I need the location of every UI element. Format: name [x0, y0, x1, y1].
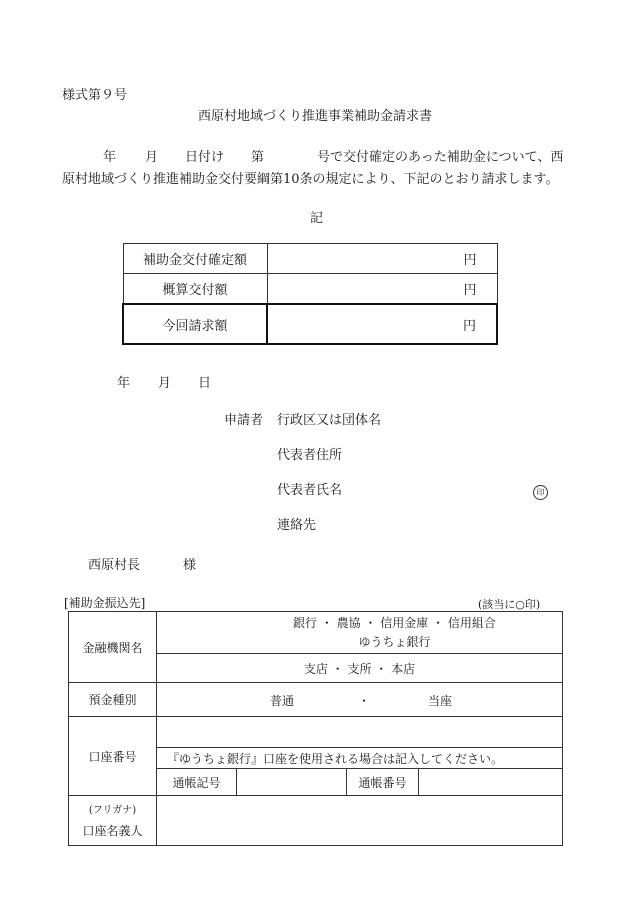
applicant-org-label: 行政区又は団体名: [277, 413, 382, 428]
bank-section-note: (該当に○印): [478, 598, 541, 611]
account-label: 口座番号: [69, 717, 157, 796]
body-no-prefix: 第: [251, 150, 265, 165]
amounts-table: [122, 243, 498, 345]
seal-icon: 印: [533, 480, 548, 500]
deposit-separator: ・: [358, 694, 371, 708]
holder-label: 口座名義人: [82, 823, 143, 838]
date-day: 日: [198, 376, 212, 391]
amount-row-confirmed: [123, 244, 497, 274]
date-month: 月: [158, 376, 172, 391]
passbook-number-label: 通帳番号: [347, 769, 419, 796]
institution-types: 銀行 ・ 農協 ・ 信用金庫 ・ 信用組合: [293, 615, 496, 630]
applicant-address-label: 代表者住所: [277, 448, 343, 463]
date-year: 年: [117, 376, 131, 391]
body-date: 日付け: [185, 150, 225, 165]
addressee-name: 西原村長: [88, 558, 141, 573]
yucho-note: 『ゆうちょ銀行』口座を使用される場合は記入してください。: [157, 748, 563, 769]
holder-label-cell: [69, 796, 157, 846]
passbook-number-field[interactable]: [419, 769, 563, 796]
addressee-honorific: 様: [183, 558, 197, 573]
deposit-field[interactable]: [157, 683, 563, 717]
document-title: 西原村地域づくり推進事業補助金請求書: [198, 109, 433, 124]
yucho-option: ゆうちょ銀行: [358, 634, 431, 649]
passbook-symbol-field[interactable]: [237, 769, 347, 796]
deposit-row: [69, 683, 563, 717]
bank-section-title: [補助金振込先]: [64, 596, 146, 610]
applicant-contact-label: 連絡先: [277, 518, 317, 533]
amount-label: 今回請求額: [123, 304, 267, 344]
holder-field[interactable]: [157, 796, 563, 846]
amount-value[interactable]: [267, 274, 497, 305]
amount-label: 補助金交付確定額: [123, 244, 267, 274]
institution-label: 金融機関名: [69, 612, 157, 683]
body-year: 年: [103, 150, 117, 165]
yen-unit: 円: [462, 318, 476, 334]
deposit-normal: 普通: [270, 694, 295, 708]
applicant-name-label: 代表者氏名: [277, 483, 343, 498]
ki-marker: 記: [310, 211, 324, 226]
account-row: [69, 717, 563, 748]
institution-row: [69, 612, 563, 654]
bank-table: [68, 611, 563, 846]
branch-types[interactable]: 支店 ・ 支所 ・ 本店: [157, 654, 563, 683]
deposit-current: 当座: [428, 694, 453, 708]
body-month: 月: [145, 150, 159, 165]
holder-row: [69, 796, 563, 846]
passbook-symbol-label: 通帳記号: [157, 769, 237, 796]
body-line2: 原村地域づくり推進補助金交付要綱第10条の規定により、下記のとおり請求します。: [62, 172, 559, 187]
amount-row-current: [123, 304, 497, 344]
furigana-label: (フリガナ): [88, 804, 137, 816]
form-number: 様式第９号: [62, 88, 128, 103]
account-number-field[interactable]: [157, 717, 563, 748]
yen-unit: 円: [463, 283, 477, 298]
deposit-label: 預金種別: [69, 683, 157, 717]
amount-value[interactable]: [267, 244, 497, 274]
yen-unit: 円: [463, 253, 477, 268]
amount-value[interactable]: [267, 304, 497, 344]
amount-label: 概算交付額: [123, 274, 267, 305]
institution-field[interactable]: [157, 612, 563, 654]
applicant-heading: 申請者: [224, 413, 264, 428]
amount-row-estimated: [123, 274, 497, 305]
body-line1-rest: 号で交付確定のあった補助金について、西: [317, 150, 564, 165]
